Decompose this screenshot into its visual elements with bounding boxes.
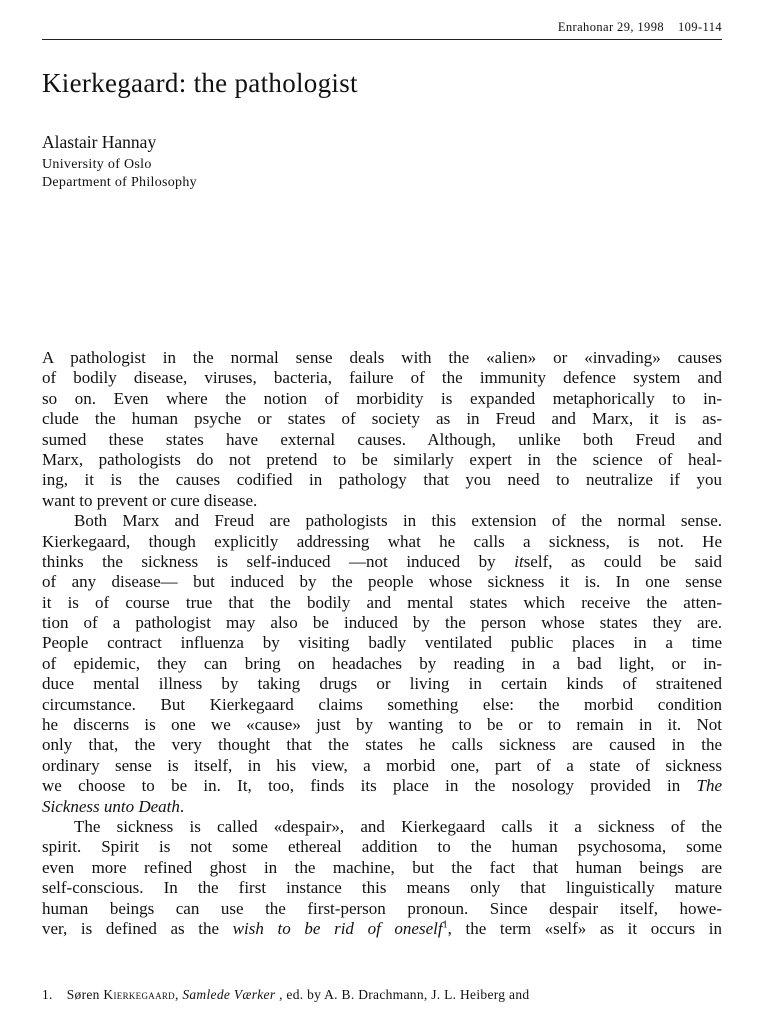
footnote-author-first: Søren bbox=[66, 987, 100, 1002]
footnote bbox=[42, 987, 722, 1003]
body-line bbox=[42, 552, 722, 572]
footnote-number: 1. bbox=[42, 987, 53, 1002]
footnote-details: , ed. by A. B. Drachmann, J. L. Heiberg and bbox=[275, 987, 530, 1002]
journal-citation: Enrahonar 29, 1998 bbox=[557, 20, 664, 34]
text-run: self, as could be said bbox=[523, 551, 723, 571]
body-line: The sickness is called «despair», and Kierkegaard calls it a sickness of the bbox=[74, 816, 722, 836]
footnote-ref[interactable]: 1 bbox=[442, 919, 448, 931]
text-run: thinks the sickness is self-induced —not induced by bbox=[42, 551, 515, 571]
article-body bbox=[42, 348, 722, 939]
body-line: Marx, pathologists do not pretend to be similarly expert in the science of heal- bbox=[42, 449, 722, 469]
body-line: ing, it is the causes codified in pathology that you need to neutralize if you bbox=[42, 470, 722, 490]
footnote-author-last: Kierkegaard bbox=[103, 987, 175, 1002]
body-line: tion of a pathologist may also be induced by the person whose states they are. bbox=[42, 613, 722, 633]
body-line: ordinary sense is itself, in his view, a morbid one, part of a state of sickness bbox=[42, 755, 722, 775]
body-line: spirit. Spirit is not some ethereal addition to the human psychosoma, some bbox=[42, 837, 722, 857]
book-title: The bbox=[696, 776, 722, 796]
body-line bbox=[42, 797, 722, 817]
emphasis: it bbox=[514, 551, 524, 571]
body-line: of epidemic, they can bring on headaches by reading in a bad light, or in- bbox=[42, 653, 722, 673]
body-line: of bodily disease, viruses, bacteria, failure of the immunity defence system and bbox=[42, 368, 722, 388]
affiliation-department: Department of Philosophy bbox=[42, 175, 197, 190]
body-line: sumed these states have external causes. Although, unlike both Freud and bbox=[42, 429, 722, 449]
header-rule bbox=[42, 39, 722, 40]
body-line: People contract influenza by visiting badly ventilated public places in a time bbox=[42, 633, 722, 653]
affiliation-university: University of Oslo bbox=[42, 157, 152, 172]
text-run: ver, is defined as the bbox=[42, 918, 233, 938]
body-line: even more refined ghost in the machine, but the fact that human beings are bbox=[42, 857, 722, 877]
page-range: 109-114 bbox=[678, 20, 722, 34]
running-header bbox=[42, 20, 722, 35]
body-line: want to prevent or cure disease. bbox=[42, 490, 258, 510]
text-run: , the term «self» as it occurs in bbox=[447, 918, 722, 938]
body-line: of any disease— but induced by the people whose sickness it is. In one sense bbox=[42, 572, 722, 592]
body-line: it is of course true that the bodily and mental states which receive the atten- bbox=[42, 592, 722, 612]
body-line: duce mental illness by taking drugs or living in certain kinds of straitened bbox=[42, 674, 722, 694]
text-run: . bbox=[179, 796, 185, 816]
body-line: so on. Even where the notion of morbidity is expanded metaphorically to in- bbox=[42, 388, 722, 408]
body-line: Kierkegaard, though explicitly addressing what he calls a sickness, is not. He bbox=[42, 531, 722, 551]
body-line: he discerns is one we «cause» just by wanting to be or to remain in it. Not bbox=[42, 715, 722, 735]
body-line: human beings can use the first-person pronoun. Since despair itself, howe- bbox=[42, 898, 722, 918]
book-title: Sickness unto Death bbox=[42, 796, 180, 816]
body-line bbox=[42, 776, 722, 796]
body-line: self-conscious. In the first instance this means only that linguistically mature bbox=[42, 878, 722, 898]
body-line: A pathologist in the normal sense deals with the «alien» or «invading» causes bbox=[42, 348, 722, 367]
author-name: Alastair Hannay bbox=[42, 132, 157, 152]
body-line: Both Marx and Freud are pathologists in this extension of the normal sense. bbox=[74, 511, 722, 531]
emphasis: wish to be rid of oneself bbox=[232, 918, 443, 938]
article-title: Kierkegaard: the pathologist bbox=[42, 68, 358, 98]
body-line: only that, the very thought that the states he calls sickness are caused in the bbox=[42, 735, 722, 755]
body-line: circumstance. But Kierkegaard claims something else: the morbid condition bbox=[42, 694, 722, 714]
footnote-work-title: Samlede Værker bbox=[182, 987, 276, 1002]
body-line bbox=[42, 919, 722, 939]
text-run: we choose to be in. It, too, finds its place in the nosology provided in bbox=[42, 776, 697, 796]
body-line: clude the human psyche or states of society as in Freud and Marx, it is as- bbox=[42, 409, 722, 429]
footnote-sep: , bbox=[174, 987, 183, 1002]
